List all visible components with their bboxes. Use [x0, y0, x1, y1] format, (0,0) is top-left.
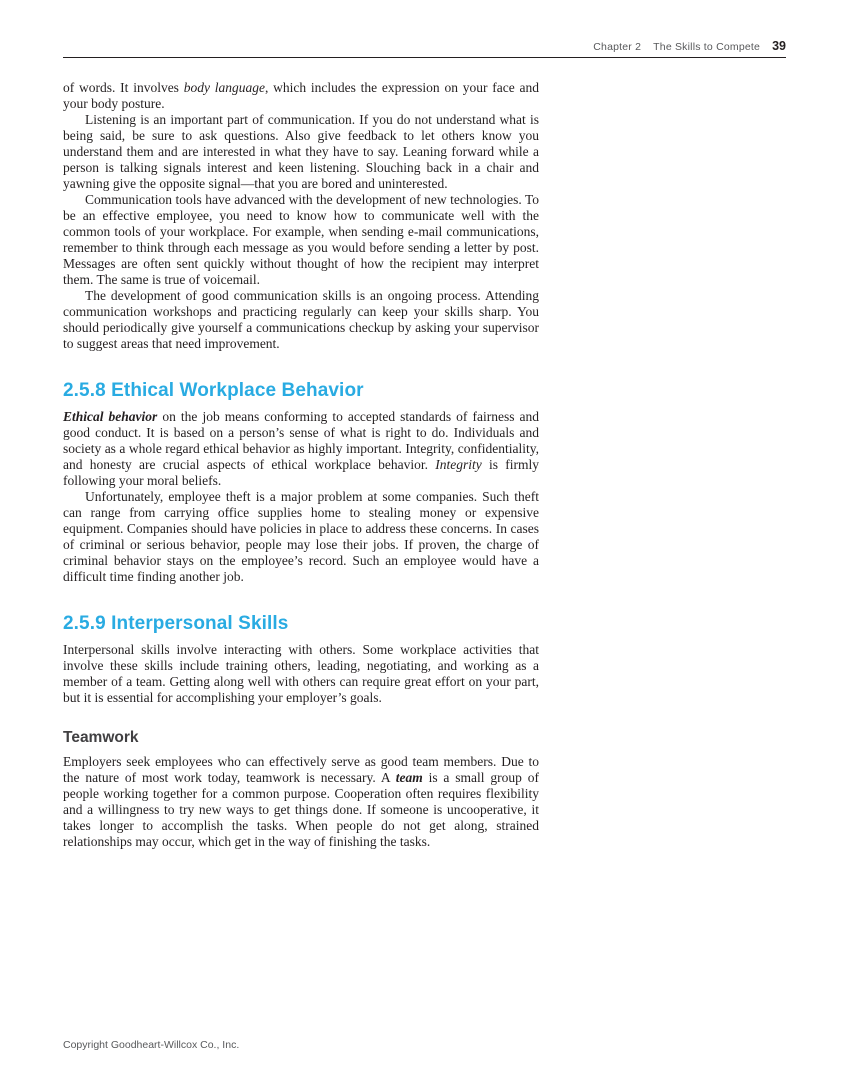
text-run: , which includes the expression on your face and your body posture.	[63, 80, 539, 111]
text-run: is a small group of people working together for a common purpose. Cooperation often requires flexibility and a willingness to try new ways to get things done. If someone is uncooperative, it takes longer to accomplish the tasks. When people do not get along, strained relationships may occur, which get in the way of finishing the tasks.	[63, 770, 539, 849]
text-run: Unfortunately, employee theft is a major problem at some companies. Such theft can range from carrying office supplies home to stealing money or expensive equipment. Companies should have policies in place to address these concerns. In cases of criminal or serious behavior, people may lose their jobs. If proven, the charge of criminal behavior stays on the employee’s record. Such an employee would have a difficult time finding another job.	[63, 489, 539, 584]
page-body	[63, 80, 539, 850]
text-run: of words. It involves	[63, 80, 184, 95]
text-run: Interpersonal skills involve interacting with others. Some workplace activities that involve these skills include training others, leading, negotiating, and working as a member of a team. Getting along well with others can require great effort on your part, but it is essential for accomplishing your employer’s goals.	[63, 642, 539, 705]
text-run: Listening is an important part of communication. If you do not understand what is being said, be sure to ask questions. Also give feedback to let others know you understand them and are interested in what they have to say. Leaning forward while a person is talking signals interest and keen listening. Slouching back in a chair and yawning give the opposite signal—that you are bored and uninterested.	[63, 112, 539, 191]
paragraph	[63, 192, 539, 288]
text-run: Employers seek employees who can effectively serve as good team members. Due to the nature of most work today, teamwork is necessary. A	[63, 754, 539, 785]
text-run: The development of good communication skills is an ongoing process. Attending communication workshops and practicing regularly can keep your skills sharp. You should periodically give yourself a communications checkup by asking your supervisor to suggest areas that need improvement.	[63, 288, 539, 351]
page-number: 39	[772, 39, 786, 53]
text-run: on the job means conforming to accepted standards of fairness and good conduct. It is based on a person’s sense of what is right to do. Individuals and society as a whole regard ethical behavior as highly important. Integrity, confidentiality, and honesty are crucial aspects of ethical workplace behavior.	[63, 409, 539, 472]
section-heading: 2.5.8 Ethical Workplace Behavior	[63, 380, 364, 401]
running-head-chapter: Chapter 2	[593, 41, 642, 53]
text-run: Communication tools have advanced with the development of new technologies. To be an effective employee, you need to know how to communicate well with the common tools of your workplace. For example, when sending e-mail communications, remember to think through each message as you would before sending a letter by post. Messages are often sent quickly without thought of how the recipient may interpret them. The same is true of voicemail.	[63, 192, 539, 287]
section-heading: 2.5.9 Interpersonal Skills	[63, 613, 289, 634]
key-term: Ethical behavior	[63, 409, 158, 424]
sub-heading: Teamwork	[63, 729, 139, 746]
copyright-notice: Copyright Goodheart-Willcox Co., Inc.	[63, 1039, 240, 1051]
running-head-title: The Skills to Compete	[653, 41, 761, 53]
paragraph	[63, 80, 539, 112]
paragraph	[63, 489, 539, 585]
key-term: team	[395, 770, 423, 785]
paragraph	[63, 288, 539, 352]
paragraph	[63, 409, 539, 489]
paragraph	[63, 754, 539, 850]
paragraph	[63, 642, 539, 706]
italic-term: body language	[183, 80, 265, 95]
text-run: is firmly following your moral beliefs.	[63, 457, 540, 488]
italic-term: Integrity	[435, 457, 482, 472]
paragraph	[63, 112, 539, 192]
header-rule	[63, 57, 786, 58]
running-head	[63, 39, 786, 53]
